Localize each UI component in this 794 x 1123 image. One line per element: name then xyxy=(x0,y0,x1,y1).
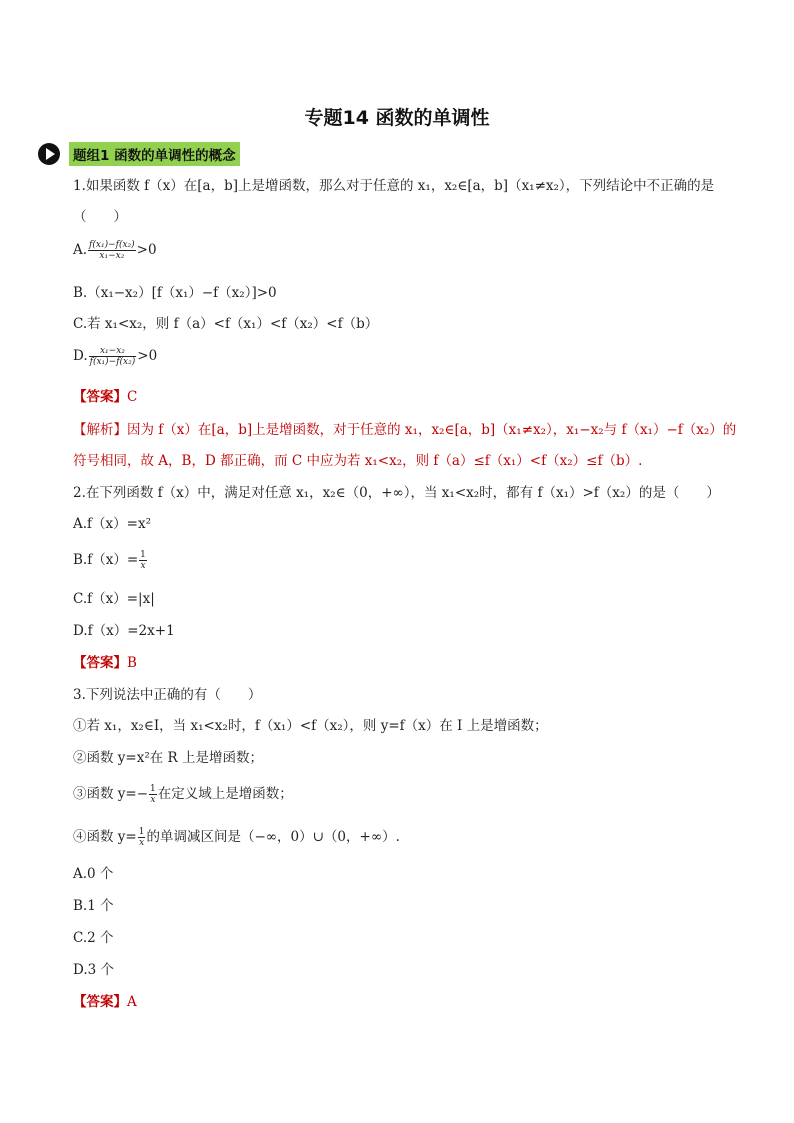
q3-option-d: D.3 个 xyxy=(73,962,115,978)
q3-statement-4 xyxy=(73,827,400,848)
fraction-numerator: 1 xyxy=(150,784,156,794)
answer-tag: 【答案】 xyxy=(73,994,127,1010)
fraction-denominator: x₁−x₂ xyxy=(99,251,125,261)
q1-option-c: C.若 x₁<x₂，则 f（a）<f（x₁）<f（x₂）<f（b） xyxy=(73,316,379,332)
q1-option-a-fraction xyxy=(88,240,136,261)
fraction-numerator: 1 xyxy=(140,550,146,560)
fraction-denominator: x xyxy=(150,795,156,805)
fraction-numerator: x₁−x₂ xyxy=(89,346,137,357)
q3-statement-3-fraction xyxy=(149,784,157,805)
q3-statement-3-post: 在定义域上是增函数； xyxy=(157,786,293,802)
answer-tag: 【答案】 xyxy=(73,655,127,671)
q1-option-a-label: A. xyxy=(73,242,88,258)
q3-statement-3 xyxy=(73,784,293,805)
play-circle-icon xyxy=(37,142,61,166)
fraction-denominator: f(x₁)−f(x₂) xyxy=(89,357,136,367)
q1-stem-line2: （ ） xyxy=(73,209,127,225)
answer-tag: 【答案】 xyxy=(73,389,127,405)
q3-option-b: B.1 个 xyxy=(73,898,114,914)
q3-statement-2: ②函数 y=x²在 R 上是增函数； xyxy=(73,750,264,766)
fraction-denominator: x xyxy=(140,561,146,571)
q3-statement-3-pre: ③函数 y=− xyxy=(73,786,149,802)
q1-stem-line1: 1.如果函数 f（x）在[a，b]上是增函数，那么对于任意的 x₁，x₂∈[a，b]（x₁≠x₂），下列结论中不正确的是 xyxy=(73,178,715,194)
fraction-numerator: 1 xyxy=(138,827,145,837)
q2-option-b xyxy=(73,550,148,571)
answer-value: C xyxy=(127,389,138,405)
fraction-numerator: f(x₁)−f(x₂) xyxy=(89,240,135,250)
q1-answer xyxy=(73,387,137,407)
q1-option-d-fraction xyxy=(89,346,137,367)
q3-option-a: A.0 个 xyxy=(73,866,114,882)
q1-option-d-label: D. xyxy=(73,348,88,364)
answer-value: A xyxy=(127,994,137,1010)
q3-answer xyxy=(73,992,137,1012)
q2-stem: 2.在下列函数 f（x）中，满足对任意 x₁，x₂∈（0，+∞），当 x₁<x₂时，都有 f（x₁）>f（x₂）的是（ ） xyxy=(73,485,720,501)
q3-stem: 3.下列说法中正确的有（ ） xyxy=(73,687,262,703)
q2-answer xyxy=(73,653,137,673)
q1-option-b: B.（x₁−x₂）[f（x₁）−f（x₂）]>0 xyxy=(73,285,277,301)
q1-option-a-tail: >0 xyxy=(136,242,157,258)
q3-statement-4-post: 的单调减区间是（−∞，0）∪（0，+∞）. xyxy=(146,829,400,845)
q2-option-a: A.f（x）=x² xyxy=(73,516,151,532)
q1-option-d-tail: >0 xyxy=(137,348,158,364)
q2-option-b-fraction xyxy=(139,550,147,571)
q3-statement-4-fraction xyxy=(138,827,146,848)
q2-option-c: C.f（x）=|x| xyxy=(73,591,155,607)
q1-analysis-line2: 符号相同，故 A，B，D 都正确，而 C 中应为若 x₁<x₂，则 f（a）≤f（x₁）<f（x₂）≤f（b）. xyxy=(73,453,643,469)
q1-analysis-line1: 【解析】因为 f（x）在[a，b]上是增函数，对于任意的 x₁，x₂∈[a，b]（x₁≠x₂），x₁−x₂与 f（x₁）−f（x₂）的 xyxy=(73,422,737,438)
q2-option-b-label: B.f（x）= xyxy=(73,552,139,568)
q2-option-d: D.f（x）=2x+1 xyxy=(73,623,175,639)
page-title: 专题14 函数的单调性 xyxy=(304,107,490,129)
answer-value: B xyxy=(127,655,137,671)
q1-option-a xyxy=(73,240,157,261)
group-label: 题组1 函数的单调性的概念 xyxy=(69,142,240,166)
q3-statement-1: ①若 x₁，x₂∈I，当 x₁<x₂时，f（x₁）<f（x₂），则 y=f（x）在 I 上是增函数； xyxy=(73,718,548,734)
q3-option-c: C.2 个 xyxy=(73,930,114,946)
group-heading xyxy=(37,142,240,166)
q3-statement-4-pre: ④函数 y= xyxy=(73,829,137,845)
q1-option-d xyxy=(73,346,157,367)
fraction-denominator: x xyxy=(139,838,145,848)
